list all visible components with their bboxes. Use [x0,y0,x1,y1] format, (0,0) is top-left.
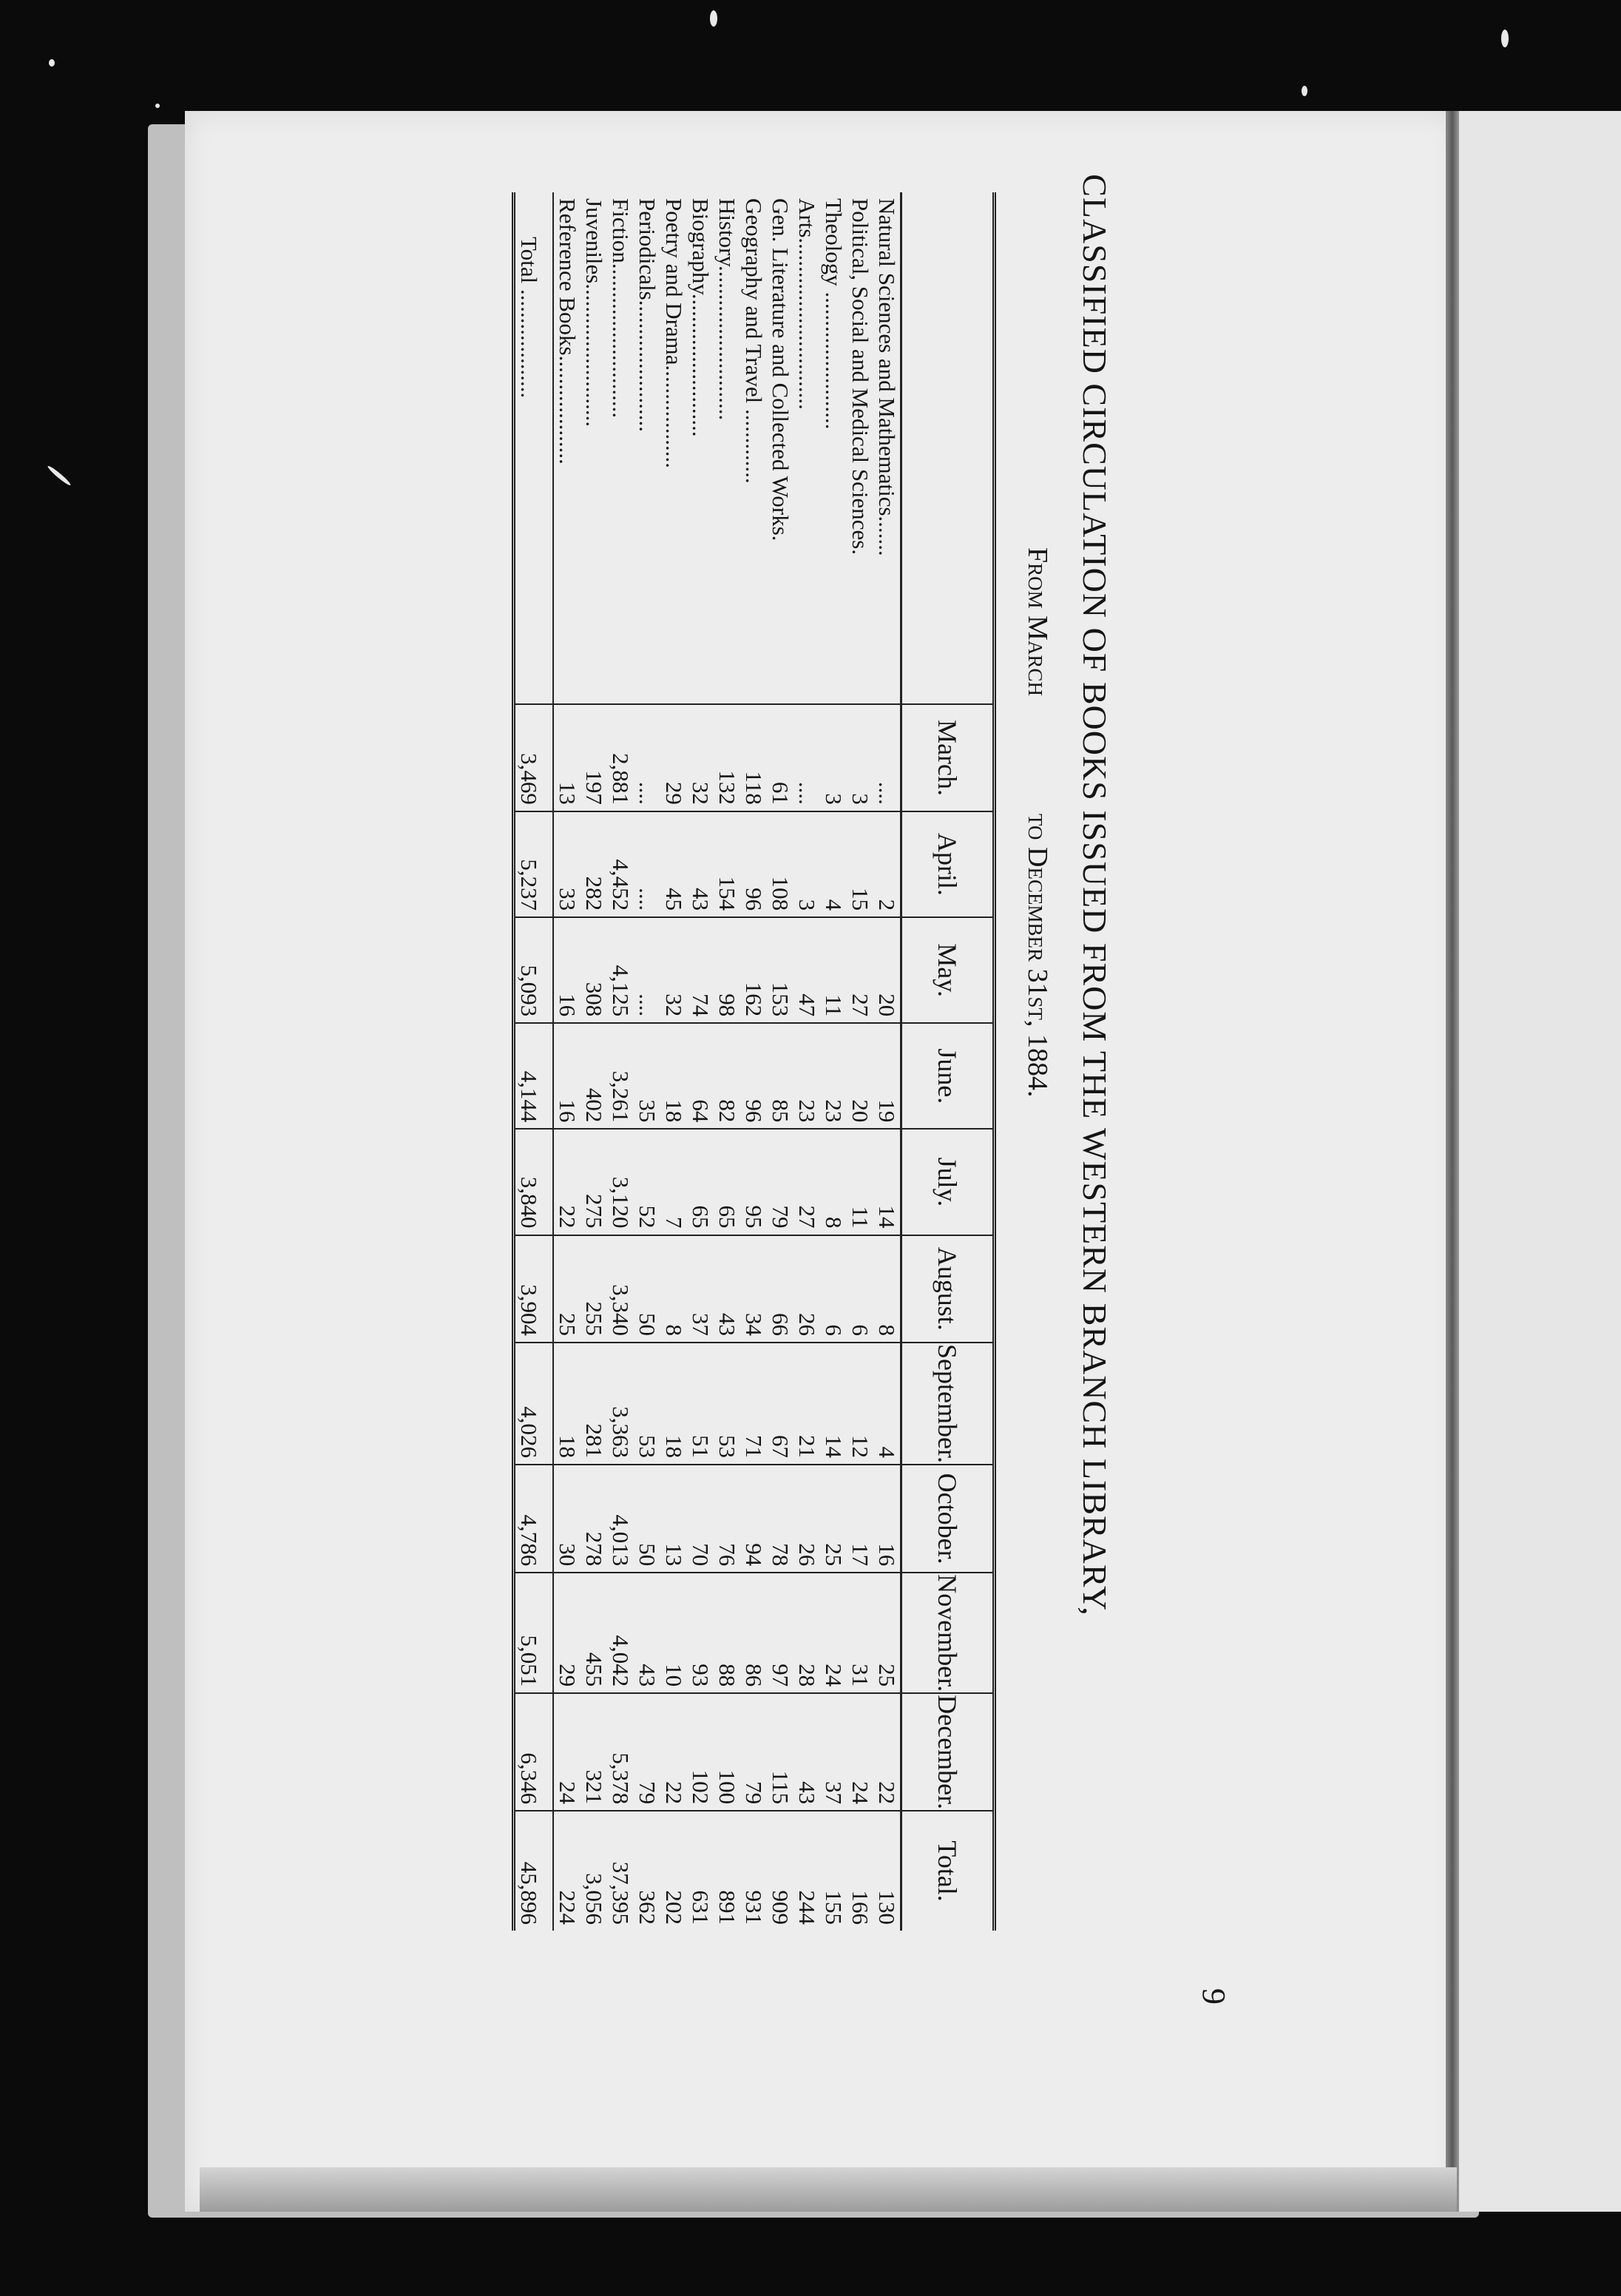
cell-value: 162 [740,917,767,1023]
cell-value: 154 [714,811,740,917]
cell-value: 321 [581,1693,607,1811]
cell-value: .... [873,704,901,811]
table-row [740,192,767,1931]
page-gutter [1446,111,1459,2212]
cell-value: 8 [820,1129,847,1235]
header-cell: October. [901,1465,995,1573]
cell-value: 33 [553,811,581,917]
cell-value: 25 [820,1465,847,1573]
cell-value: 29 [553,1573,581,1693]
cell-value: 53 [714,1343,740,1465]
cell-value: 96 [740,811,767,917]
row-label: Natural Sciences and Mathematics....... [874,198,900,556]
cell-value: 155 [820,1811,847,1931]
header-cell: July. [901,1129,995,1235]
cell-value: 18 [660,1023,687,1129]
cell-value: 4,042 [607,1573,634,1693]
cell-value: 78 [767,1465,793,1573]
cell-value: 931 [740,1811,767,1931]
page-number: 9 [1196,1988,1232,2005]
facing-page [1459,111,1621,2212]
cell-value: .... [634,704,660,811]
cell-value: 43 [793,1693,820,1811]
cell-value: 65 [714,1129,740,1235]
table-row [634,192,660,1931]
subtitle-from: From March [1022,547,1053,696]
cell-value: 3 [820,704,847,811]
cell-value: 24 [847,1693,873,1811]
cell-value: 26 [793,1235,820,1343]
header-cell [901,192,995,704]
cell-value: 13 [553,704,581,811]
cell-value: 23 [793,1023,820,1129]
cell-value: 28 [793,1573,820,1693]
cell-value: 79 [634,1693,660,1811]
cell-value: 21 [793,1343,820,1465]
cell-value: 50 [634,1465,660,1573]
cell-value: 3,469 [514,704,554,811]
cell-value: 18 [553,1343,581,1465]
cell-value: 79 [740,1693,767,1811]
cell-value: 4,452 [607,811,634,917]
cell-value: 4,026 [514,1343,554,1465]
cell-value: 27 [847,917,873,1023]
cell-value: 2,881 [607,704,634,811]
cell-value: 71 [740,1343,767,1465]
table-row [767,192,793,1931]
row-label: History........................... [714,198,740,421]
cell-value: 12 [847,1343,873,1465]
row-label: Fiction........................... [608,198,634,419]
cell-value: 53 [634,1343,660,1465]
cell-value: 52 [634,1129,660,1235]
page-title: CLASSIFIED CIRCULATION OF BOOKS ISSUED FROM THE WESTERN BRANCH LIBRARY, [1076,174,1114,1616]
cell-value: 118 [740,704,767,811]
table-row [660,192,687,1931]
cell-value: 34 [740,1235,767,1343]
cell-value: 3 [847,704,873,811]
cell-value: 37 [820,1693,847,1811]
cell-value: 132 [714,704,740,811]
cell-value: 94 [740,1465,767,1573]
cell-value: 18 [660,1343,687,1465]
cell-value: 20 [847,1023,873,1129]
cell-value: 11 [847,1129,873,1235]
cell-value: 3,363 [607,1343,634,1465]
cell-value: 3,904 [514,1235,554,1343]
row-label: Poetry and Drama.................. [661,198,687,469]
cell-value: 4,125 [607,917,634,1023]
cell-value: 26 [793,1465,820,1573]
cell-value: 98 [714,917,740,1023]
cell-value: 5,237 [514,811,554,917]
cell-value: 11 [820,917,847,1023]
header-cell: August. [901,1235,995,1343]
circulation-table [512,192,996,1931]
cell-value: 86 [740,1573,767,1693]
cell-value: 100 [714,1693,740,1811]
table-row [553,192,581,1931]
cell-value: 93 [687,1573,714,1693]
cell-value: 3,261 [607,1023,634,1129]
header-cell: November. [901,1573,995,1693]
cell-value: 455 [581,1573,607,1693]
rotated-page-content [397,133,1240,2012]
cell-value: 22 [873,1693,901,1811]
cell-value: 22 [553,1129,581,1235]
cell-value: 3,840 [514,1129,554,1235]
cell-value: 13 [660,1465,687,1573]
table-row [793,192,820,1931]
row-label: Theology ........................ [821,198,847,430]
cell-value: 35 [634,1023,660,1129]
cell-value: 17 [847,1465,873,1573]
cell-value: .... [634,917,660,1023]
cell-value: 24 [820,1573,847,1693]
cell-value: 402 [581,1023,607,1129]
cell-value: 115 [767,1693,793,1811]
table-row [714,192,740,1931]
row-label: Geography and Travel ............. [741,198,767,484]
cell-value: 88 [714,1573,740,1693]
cell-value: 3,056 [581,1811,607,1931]
cell-value: 909 [767,1811,793,1931]
cell-value: 14 [873,1129,901,1235]
cell-value: 14 [820,1343,847,1465]
cell-value: 5,051 [514,1573,554,1693]
cell-value: 50 [634,1235,660,1343]
cell-value: 37,395 [607,1811,634,1931]
cell-value: 362 [634,1811,660,1931]
table-row [820,192,847,1931]
total-row [514,192,554,1931]
cell-value: 25 [873,1573,901,1693]
cell-value: 5,093 [514,917,554,1023]
cell-value: 8 [660,1235,687,1343]
cell-value: 96 [740,1023,767,1129]
cell-value: 64 [687,1023,714,1129]
cell-value: 32 [660,917,687,1023]
table-row [847,192,873,1931]
cell-value: 47 [793,917,820,1023]
cell-value: 31 [847,1573,873,1693]
cell-value: 278 [581,1465,607,1573]
cell-value: 6,346 [514,1693,554,1811]
cell-value: 79 [767,1129,793,1235]
header-cell: June. [901,1023,995,1129]
cell-value: 4,786 [514,1465,554,1573]
cell-value: 16 [553,917,581,1023]
cell-value: 10 [660,1573,687,1693]
subtitle-to: to December 31st, 1884. [1022,814,1053,1098]
cell-value: 7 [660,1129,687,1235]
cell-value: 43 [714,1235,740,1343]
cell-value: 16 [553,1023,581,1129]
cell-value: 30 [553,1465,581,1573]
cell-value: 130 [873,1811,901,1931]
cell-value: 51 [687,1343,714,1465]
header-cell: March. [901,704,995,811]
cell-value: 166 [847,1811,873,1931]
cell-value: 67 [767,1343,793,1465]
cell-value: 4 [873,1343,901,1465]
cell-value: 43 [634,1573,660,1693]
page-bottom-edge [200,2167,1457,2212]
cell-value: 108 [767,811,793,917]
row-label: Political, Social and Medical Sciences. [847,198,873,556]
cell-value: 20 [873,917,901,1023]
cell-value: 29 [660,704,687,811]
cell-value: 23 [820,1023,847,1129]
cell-value: 4 [820,811,847,917]
cell-value: 5,378 [607,1693,634,1811]
cell-value: 15 [847,811,873,917]
table-row [873,192,901,1931]
cell-value: 197 [581,704,607,811]
circulation-table-wrap [405,192,996,1931]
cell-value: 6 [847,1235,873,1343]
cell-value: .... [634,811,660,917]
cell-value: 37 [687,1235,714,1343]
cell-value: 3,120 [607,1129,634,1235]
header-cell: September. [901,1343,995,1465]
cell-value: 16 [873,1465,901,1573]
cell-value: 224 [553,1811,581,1931]
cell-value: 244 [793,1811,820,1931]
cell-value: 153 [767,917,793,1023]
cell-value: 61 [767,704,793,811]
cell-value: 66 [767,1235,793,1343]
cell-value: 3,340 [607,1235,634,1343]
cell-value: 82 [714,1023,740,1129]
table-body [514,192,901,1931]
cell-value: 8 [873,1235,901,1343]
cell-value: 102 [687,1693,714,1811]
cell-value: 19 [873,1023,901,1129]
header-cell: April. [901,811,995,917]
cell-value: 275 [581,1129,607,1235]
cell-value: 281 [581,1343,607,1465]
row-label: Arts.............................. [794,198,820,410]
row-label: Reference Books................... [555,198,581,465]
row-label: Juveniles......................... [581,198,607,428]
row-label: Periodicals....................... [634,198,660,432]
cell-value: 97 [767,1573,793,1693]
row-label: Total ................... [514,192,554,704]
cell-value: 631 [687,1811,714,1931]
table-row [581,192,607,1931]
cell-value: 24 [553,1693,581,1811]
cell-value: 891 [714,1811,740,1931]
cell-value: 27 [793,1129,820,1235]
cell-value: 85 [767,1023,793,1129]
cell-value: 6 [820,1235,847,1343]
cell-value: 308 [581,917,607,1023]
cell-value: 4,013 [607,1465,634,1573]
cell-value: 65 [687,1129,714,1235]
cell-value: 43 [687,811,714,917]
table-row [687,192,714,1931]
row-label: Gen. Literature and Collected Works. [768,198,793,541]
cell-value: .... [793,704,820,811]
cell-value: 32 [687,704,714,811]
cell-value: 3 [793,811,820,917]
cell-value: 45 [660,811,687,917]
row-label: Biography......................... [688,198,714,437]
header-row [901,192,995,1931]
cell-value: 95 [740,1129,767,1235]
header-cell: December. [901,1693,995,1811]
cell-value: 202 [660,1811,687,1931]
cell-value: 255 [581,1235,607,1343]
cell-value: 70 [687,1465,714,1573]
cell-value: 74 [687,917,714,1023]
cell-value: 25 [553,1235,581,1343]
cell-value: 45,896 [514,1811,554,1931]
cell-value: 2 [873,811,901,917]
cell-value: 282 [581,811,607,917]
header-cell: May. [901,917,995,1023]
header-cell: Total. [901,1811,995,1931]
cell-value: 4,144 [514,1023,554,1129]
table-row [607,192,634,1931]
cell-value: 22 [660,1693,687,1811]
cell-value: 76 [714,1465,740,1573]
